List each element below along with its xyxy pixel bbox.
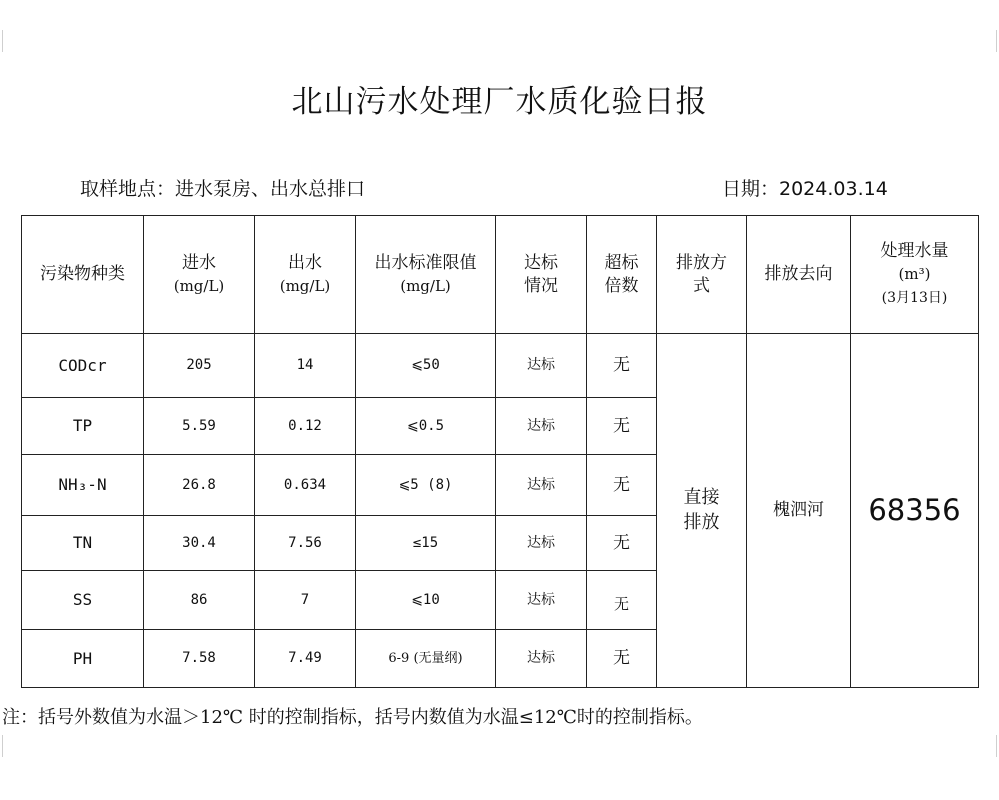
sampling-location: 取样地点：进水泵房、出水总排口: [80, 178, 366, 200]
report-date: 日期：2024.03.14: [722, 178, 888, 200]
effluent-value: 14: [255, 334, 356, 398]
header-compliance: 达标 情况: [496, 216, 587, 334]
exceed-times: 无: [587, 630, 657, 688]
pollutant-name: PH: [22, 630, 144, 688]
footnote: 注：括号外数值为水温＞12℃ 时的控制指标，括号内数值为水温≤12℃时的控制指标。: [2, 707, 703, 728]
compliance-status: 达标: [496, 398, 587, 455]
corner-mark-bottom-left: [2, 735, 3, 757]
effluent-value: 0.634: [255, 455, 356, 516]
limit-value: ⩽0.5: [356, 398, 496, 455]
exceed-times: 无: [587, 516, 657, 571]
discharge-method: 直接 排放: [657, 334, 747, 688]
pollutant-name: NH₃-N: [22, 455, 144, 516]
influent-value: 205: [144, 334, 255, 398]
limit-value: ≤15: [356, 516, 496, 571]
limit-value: ⩽5 (8): [356, 455, 496, 516]
compliance-status: 达标: [496, 455, 587, 516]
exceed-times: 无: [587, 455, 657, 516]
influent-value: 5.59: [144, 398, 255, 455]
corner-mark-top-right: [996, 30, 997, 52]
pollutant-name: TP: [22, 398, 144, 455]
exceed-times: 无: [587, 398, 657, 455]
exceed-times: 无: [587, 334, 657, 398]
table-row: [22, 334, 979, 398]
header-treated-volume: 处理水量 (m³) (3月13日): [851, 216, 979, 334]
influent-value: 7.58: [144, 630, 255, 688]
limit-value: 6-9 (无量纲): [356, 630, 496, 688]
pollutant-name: TN: [22, 516, 144, 571]
effluent-value: 7: [255, 571, 356, 630]
compliance-status: 达标: [496, 630, 587, 688]
page-title: 北山污水处理厂水质化验日报: [291, 84, 708, 120]
effluent-value: 7.56: [255, 516, 356, 571]
compliance-status: 达标: [496, 516, 587, 571]
header-influent: 进水 (mg/L): [144, 216, 255, 334]
influent-value: 30.4: [144, 516, 255, 571]
effluent-value: 7.49: [255, 630, 356, 688]
exceed-times: 无: [587, 571, 657, 630]
header-discharge-destination: 排放去向: [747, 216, 851, 334]
limit-value: ⩽50: [356, 334, 496, 398]
influent-value: 86: [144, 571, 255, 630]
effluent-value: 0.12: [255, 398, 356, 455]
limit-value: ⩽10: [356, 571, 496, 630]
compliance-status: 达标: [496, 571, 587, 630]
discharge-destination: 槐泗河: [747, 334, 851, 688]
water-quality-table: [21, 215, 979, 688]
header-limit: 出水标准限值 (mg/L): [356, 216, 496, 334]
pollutant-name: CODcr: [22, 334, 144, 398]
corner-mark-bottom-right: [996, 735, 997, 757]
header-exceed-times: 超标 倍数: [587, 216, 657, 334]
influent-value: 26.8: [144, 455, 255, 516]
header-pollutant: 污染物种类: [22, 216, 144, 334]
pollutant-name: SS: [22, 571, 144, 630]
treated-volume: 68356: [851, 334, 979, 688]
compliance-status: 达标: [496, 334, 587, 398]
header-effluent: 出水 (mg/L): [255, 216, 356, 334]
table-header-row: [22, 216, 979, 334]
corner-mark-top-left: [2, 30, 3, 52]
header-discharge-method: 排放方 式: [657, 216, 747, 334]
